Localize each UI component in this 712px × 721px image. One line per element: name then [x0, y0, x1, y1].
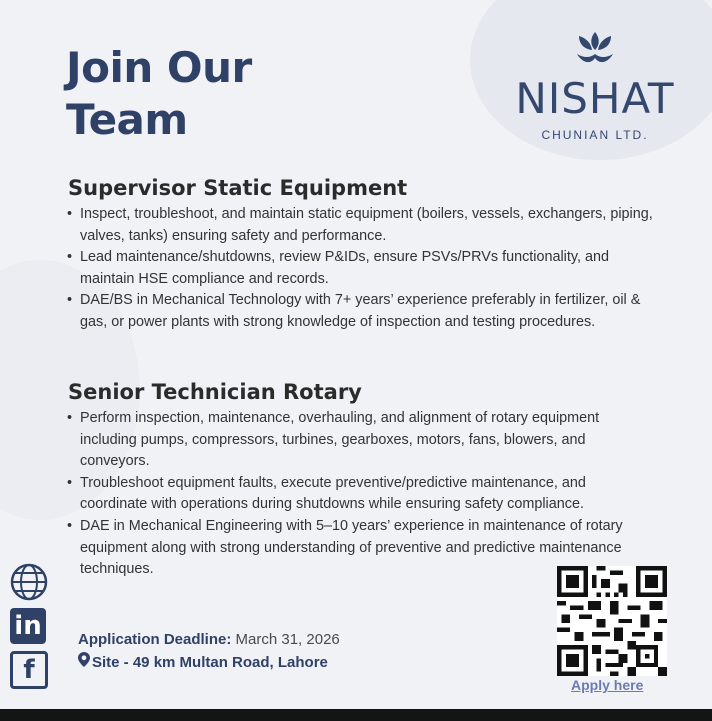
application-deadline [78, 631, 340, 648]
bottom-bar [0, 709, 712, 721]
site-location [78, 652, 328, 671]
list-item: • Perform inspection, maintenance, overhauling, and alignment of rotary equipment including pumps, compressors, turbines, gearboxes, motors, fans, blowers, and conveyors. [80, 408, 654, 473]
site-address: Site - 49 km Multan Road, Lahore [92, 654, 328, 671]
page-title [66, 42, 252, 146]
linkedin-icon[interactable] [10, 608, 48, 644]
company-logo [505, 28, 685, 142]
job-title: Supervisor Static Equipment [68, 176, 408, 200]
job-bullets [64, 204, 654, 334]
apply-here-link[interactable]: Apply here [571, 677, 644, 693]
list-item: • DAE/BS in Mechanical Technology with 7+ years’ experience preferably in fertilizer, oil & gas, or power plants with strong knowledge of inspection and testing procedures. [80, 290, 654, 333]
facebook-label: f [10, 651, 48, 689]
job-title: Senior Technician Rotary [68, 380, 362, 404]
title-line-2: Team [66, 95, 188, 144]
job-section-supervisor [64, 176, 654, 334]
deadline-date: March 31, 2026 [235, 631, 340, 648]
list-item: • Lead maintenance/shutdowns, review P&IDs, ensure PSVs/PRVs functionality, and maintain HSE compliance and records. [80, 247, 654, 290]
qr-code[interactable] [557, 566, 667, 676]
location-pin-icon [78, 652, 90, 671]
job-section-technician [64, 380, 654, 581]
logo-subtitle: CHUNIAN LTD. [541, 128, 649, 142]
deadline-label: Application Deadline: [78, 631, 232, 648]
list-item: • DAE in Mechanical Engineering with 5–10 years’ experience in maintenance of rotary equipment along with strong understanding of preventive and predictive maintenance techniques. [80, 516, 654, 581]
list-item: • Troubleshoot equipment faults, execute preventive/predictive maintenance, and coordinate with operations during shutdowns while ensuring safety compliance. [80, 473, 654, 516]
lotus-logo-icon [571, 28, 619, 68]
globe-icon[interactable] [10, 563, 48, 606]
logo-name: NISHAT [515, 74, 675, 123]
facebook-icon[interactable] [10, 651, 48, 689]
linkedin-label: in [10, 608, 46, 644]
list-item: • Inspect, troubleshoot, and maintain static equipment (boilers, vessels, exchangers, piping, valves, tanks) ensuring safety and performance. [80, 204, 654, 247]
title-line-1: Join Our [66, 43, 252, 92]
job-bullets [64, 408, 654, 581]
